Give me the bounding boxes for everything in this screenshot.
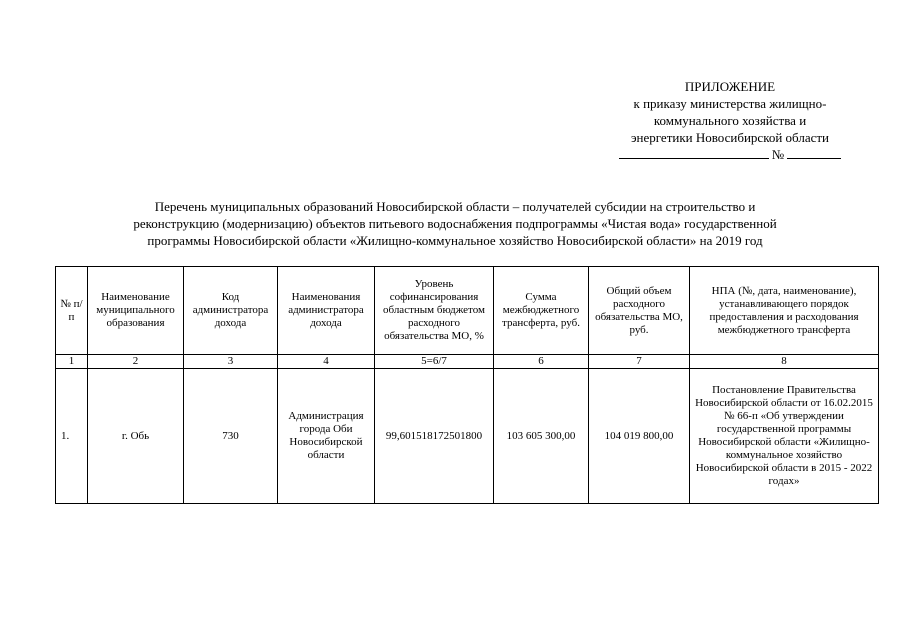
column-number-cell: 3 [184, 355, 278, 369]
column-number-cell: 8 [690, 355, 879, 369]
title-line-1: Перечень муниципальных образований Новосибирской области – получателей субсидии на строительство и [154, 199, 756, 214]
column-number-cell: 6 [494, 355, 589, 369]
header-cell: Наименование муниципального образования [88, 267, 184, 355]
subsidy-table [55, 266, 879, 504]
header-cell: № п/п [56, 267, 88, 355]
header-cell: НПА (№, дата, наименование), устанавливающего порядок предоставления и расходования межбюджетного трансферта [690, 267, 879, 355]
column-number-row [56, 355, 879, 369]
legal-act-cell: Постановление Правительства Новосибирской области от 16.02.2015 № 66-п «Об утверждении государственной программы Новосибирской области «Жилищно-коммунальное хозяйство Новосибирской области в 2015 - 2022 годах» [690, 369, 879, 504]
document-title [60, 198, 850, 249]
appendix-line-3: энергетики Новосибирской области [630, 130, 830, 145]
order-date-blank [619, 146, 769, 159]
column-number-cell: 7 [589, 355, 690, 369]
header-row [56, 267, 879, 355]
row-number-cell: 1. [56, 369, 88, 504]
municipality-cell: г. Обь [88, 369, 184, 504]
title-line-3: программы Новосибирской области «Жилищно-коммунальное хозяйство Новосибирской области» на 2019 год [147, 233, 763, 248]
number-sign: № [771, 147, 785, 162]
table-row [56, 369, 879, 504]
admin-code-cell: 730 [184, 369, 278, 504]
appendix-block [610, 78, 850, 163]
header-cell: Сумма межбюджетного трансферта, руб. [494, 267, 589, 355]
column-number-cell: 2 [88, 355, 184, 369]
header-cell: Общий объем расходного обязательства МО, руб. [589, 267, 690, 355]
title-line-2: реконструкцию (модернизацию) объектов питьевого водоснабжения подпрограммы «Чистая вода» государственной [133, 216, 777, 231]
order-number-blank [787, 146, 841, 159]
header-cell: Уровень софинансирования областным бюджетом расходного обязательства МО, % [375, 267, 494, 355]
admin-name-cell: Администрация города Оби Новосибирской области [278, 369, 375, 504]
column-number-cell: 4 [278, 355, 375, 369]
header-cell: Код администратора дохода [184, 267, 278, 355]
column-number-cell: 5=6/7 [375, 355, 494, 369]
appendix-line-2: коммунального хозяйства и [653, 113, 807, 128]
total-obligation-cell: 104 019 800,00 [589, 369, 690, 504]
cofinancing-level-cell: 99,601518172501800 [375, 369, 494, 504]
column-number-cell: 1 [56, 355, 88, 369]
transfer-amount-cell: 103 605 300,00 [494, 369, 589, 504]
order-number-line [610, 146, 850, 163]
appendix-heading: ПРИЛОЖЕНИЕ [684, 79, 776, 94]
header-cell: Наименования администратора дохода [278, 267, 375, 355]
appendix-line-1: к приказу министерства жилищно- [633, 96, 827, 111]
